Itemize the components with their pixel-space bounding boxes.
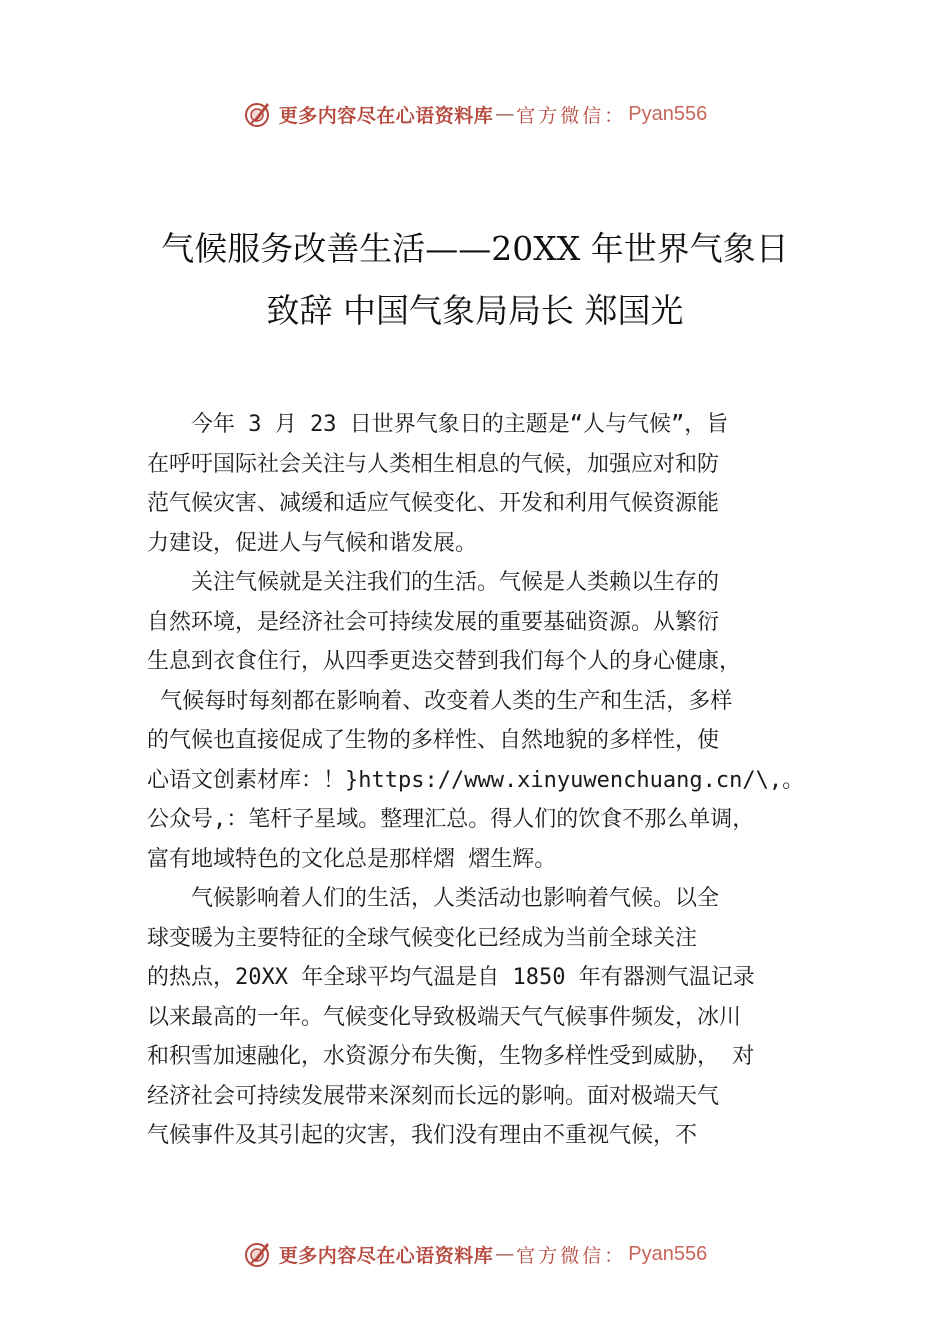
body-line: 富有地域特色的文化总是那样熠 熠生辉。 — [147, 846, 557, 872]
document-title — [60, 218, 890, 342]
body-line: 范气候灾害、减缓和适应气候变化、开发和利用气候资源能 — [147, 491, 720, 516]
banner-brand-text: 更多内容尽在心语资料库 — [278, 104, 494, 127]
banner-official-label: 官方微信： — [516, 1244, 627, 1267]
title-line-2: 致辞 中国气象局局长 郑国光 — [266, 291, 684, 330]
banner-dash: — — [495, 103, 515, 125]
title-line-1: 气候服务改善生活——20XX 年世界气象日 — [161, 229, 789, 268]
body-line: 今年 3 月 23 日世界气象日的主题是“人与气候”，旨 — [191, 412, 729, 437]
document-body — [147, 405, 837, 1156]
body-line: 力建设，促进人与气候和谐发展。 — [147, 530, 478, 556]
body-line: 球变暖为主要特征的全球气候变化已经成为当前全球关注 — [147, 925, 698, 951]
banner-dash: — — [495, 1243, 515, 1265]
header-watermark-banner — [0, 92, 950, 136]
body-line: 经济社会可持续发展带来深刻而长远的影响。面对极端天气 — [147, 1083, 720, 1109]
body-line: 公众号,：笔杆子星域。整理汇总。得人们的饮食不那么单调， — [147, 807, 755, 832]
banner-wechat-id: Pyan556 — [628, 1242, 708, 1265]
body-line: 自然环境，是经济社会可持续发展的重要基础资源。从繁衍 — [147, 609, 720, 635]
body-line: 气候影响着人们的生活，人类活动也影响着气候。以全 — [191, 886, 720, 911]
body-line: 关注气候就是关注我们的生活。气候是人类赖以生存的 — [191, 570, 720, 595]
quill-seal-icon — [243, 1239, 273, 1269]
footer-watermark-banner — [0, 1232, 950, 1276]
body-line: 的气候也直接促成了生物的多样性、自然地貌的多样性，使 — [147, 728, 720, 753]
body-line-promo-url: 心语文创素材库：！}https://www.xinyuwenchuang.cn/\,。 — [147, 767, 805, 793]
body-line: 气候事件及其引起的灾害，我们没有理由不重视气候，不 — [147, 1123, 698, 1148]
banner-official-label: 官方微信： — [516, 104, 627, 127]
body-line: 生息到衣食住行，从四季更迭交替到我们每个人的身心健康， — [147, 649, 742, 674]
banner-wechat-id: Pyan556 — [628, 102, 708, 125]
quill-seal-icon — [243, 99, 273, 129]
body-line: 和积雪加速融化，水资源分布失衡，生物多样性受到威胁， 对 — [147, 1044, 755, 1069]
body-line: 的热点，20XX 年全球平均气温是自 1850 年有器测气温记录 — [147, 965, 755, 990]
banner-brand-text: 更多内容尽在心语资料库 — [278, 1244, 494, 1267]
body-line: 在呼吁国际社会关注与人类相生相息的气候，加强应对和防 — [147, 451, 720, 477]
body-line: 气候每时每刻都在影响着、改变着人类的生产和生活，多样 — [147, 688, 733, 714]
body-line: 以来最高的一年。气候变化导致极端天气气候事件频发，冰川 — [147, 1004, 742, 1030]
